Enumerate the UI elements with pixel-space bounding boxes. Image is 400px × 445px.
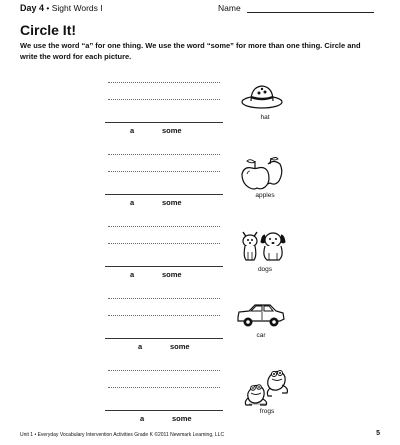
instructions: We use the word “a” for one thing. We use the word “some” for more than one thing. Circle and write the word for each picture. (20, 41, 361, 61)
writing-line-base (105, 122, 223, 123)
hat-icon (240, 82, 284, 110)
option-a[interactable]: a (130, 270, 135, 279)
topic-label: Sight Words I (51, 3, 103, 13)
picture-caption: car (256, 332, 266, 339)
writing-line-top (108, 82, 220, 83)
picture-caption: frogs (259, 408, 275, 415)
option-a[interactable]: a (130, 126, 135, 135)
writing-line-top (108, 226, 220, 227)
option-some[interactable]: some (172, 414, 192, 423)
option-some[interactable]: some (162, 198, 182, 207)
exercise-item-frogs (0, 366, 400, 438)
writing-line-top (108, 154, 220, 155)
option-a[interactable]: a (140, 414, 145, 423)
option-a[interactable]: a (130, 198, 135, 207)
writing-line-base (105, 410, 223, 411)
frogs-icon (244, 368, 290, 406)
writing-line-mid (108, 387, 220, 388)
footer-credit: Unit 1 • Everyday Vocabulary Intervention Activities Grade K ©2011 Newmark Learning, LLC (20, 432, 225, 438)
dogs-icon (240, 228, 286, 262)
writing-line-base (105, 194, 223, 195)
car-icon (236, 302, 286, 328)
writing-line-mid (108, 99, 220, 100)
picture-caption: apples (255, 192, 275, 199)
writing-line-base (105, 338, 223, 339)
option-some[interactable]: some (162, 126, 182, 135)
apples-icon (240, 154, 284, 190)
exercise-item-hat (0, 78, 400, 150)
writing-line-mid (108, 315, 220, 316)
name-label: Name (218, 3, 241, 13)
picture-caption: hat (260, 114, 270, 121)
writing-line-top (108, 298, 220, 299)
picture-caption: dogs (257, 266, 273, 273)
day-number: Day 4 (20, 3, 45, 13)
exercise-item-car (0, 294, 400, 366)
worksheet-footer (20, 430, 380, 440)
writing-line-base (105, 266, 223, 267)
page-number: 5 (376, 430, 380, 437)
option-a[interactable]: a (138, 342, 143, 351)
option-some[interactable]: some (162, 270, 182, 279)
writing-line-top (108, 370, 220, 371)
exercise-item-dogs (0, 222, 400, 294)
writing-line-mid (108, 243, 220, 244)
page-title: Circle It! (20, 22, 77, 38)
name-line (247, 12, 374, 13)
exercise-item-apples (0, 150, 400, 222)
writing-line-mid (108, 171, 220, 172)
worksheet-header (20, 3, 380, 15)
option-some[interactable]: some (170, 342, 190, 351)
day-label: Day 4 • Sight Words I (20, 3, 103, 13)
